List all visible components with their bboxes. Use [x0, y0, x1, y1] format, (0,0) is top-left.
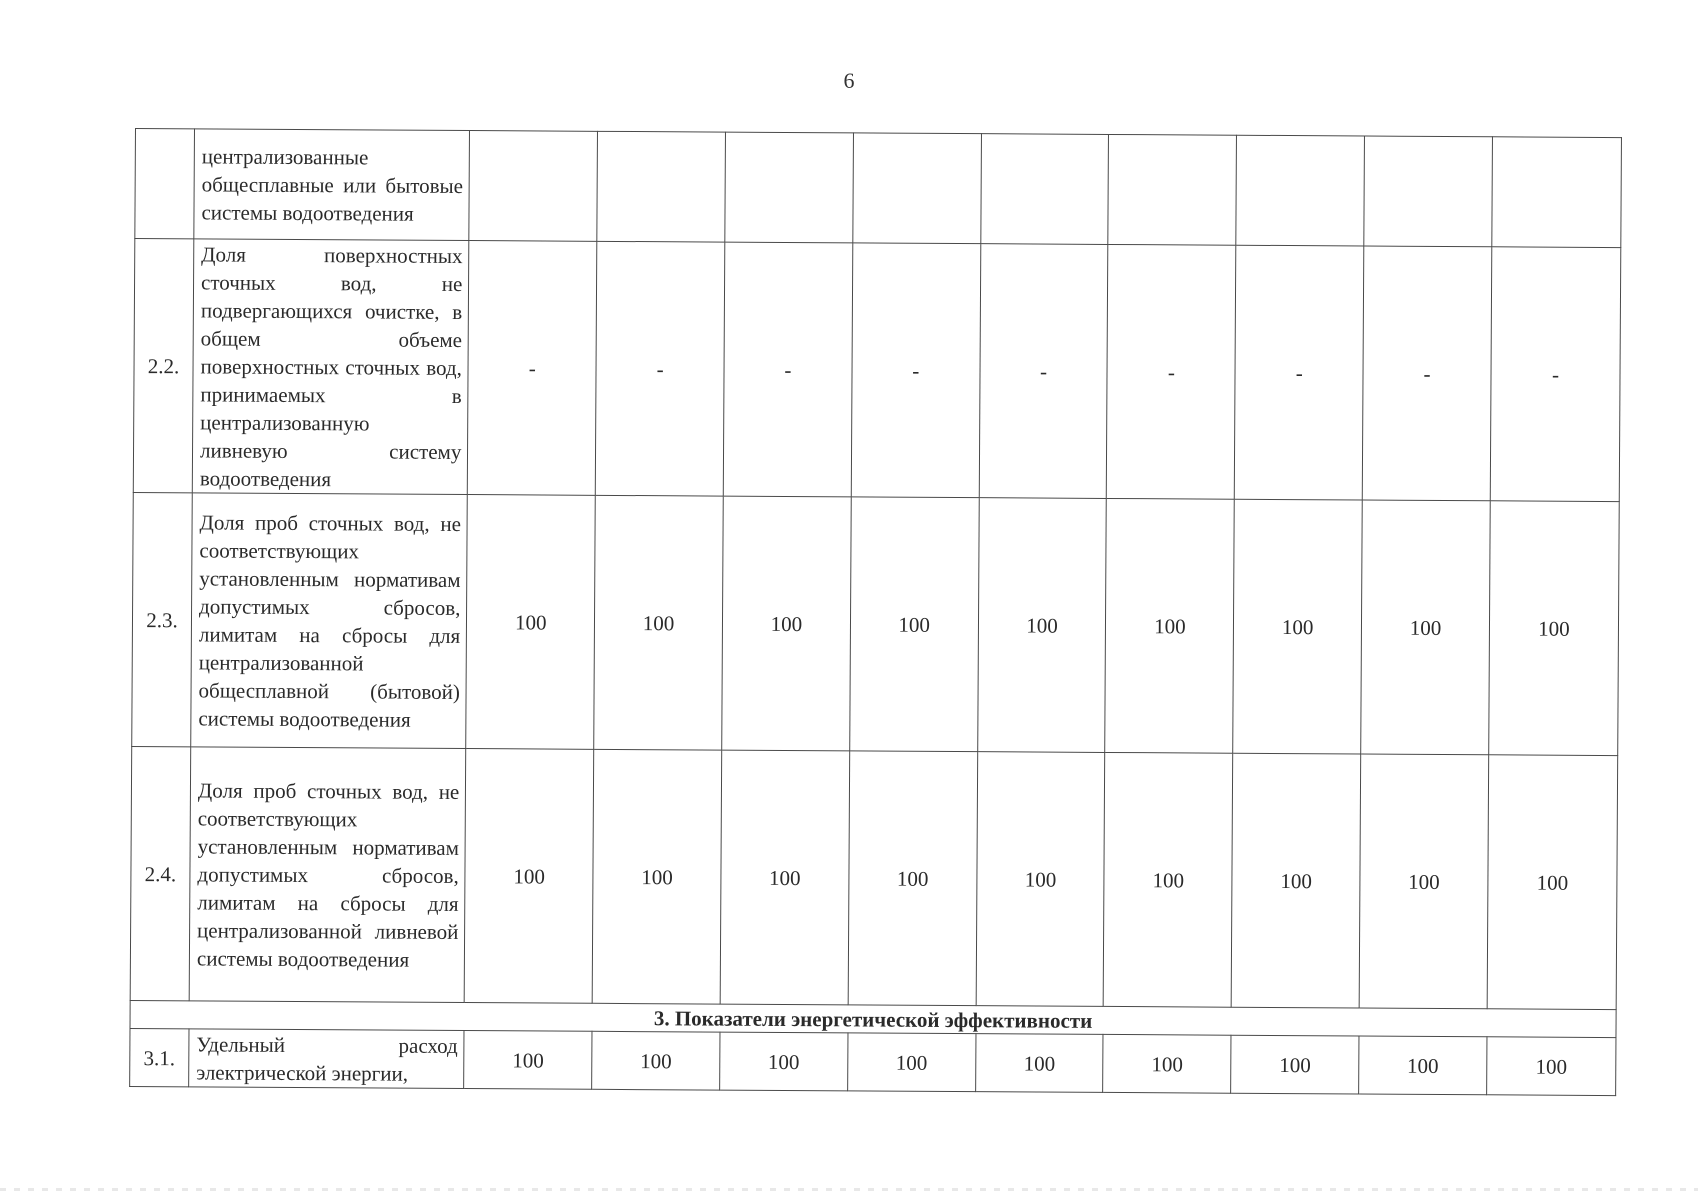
value-cell: 100: [592, 1031, 720, 1090]
value-cell: [1364, 136, 1492, 247]
value-cell: 100: [1231, 753, 1360, 1008]
value-cell: 100: [1105, 498, 1234, 753]
value-cell: 100: [722, 496, 851, 751]
value-cell: 100: [1359, 754, 1488, 1009]
value-cell: [980, 134, 1108, 245]
value-cell: [469, 131, 597, 242]
value-cell: [597, 131, 725, 242]
value-cell: [853, 133, 981, 244]
value-cell: 100: [594, 495, 723, 750]
row-number: 3.1.: [130, 1028, 189, 1086]
value-cell: 100: [848, 751, 977, 1006]
value-cell: -: [1362, 246, 1491, 501]
row-description: Удельный расход электрической энергии,: [189, 1029, 465, 1089]
value-cell: 100: [465, 749, 594, 1004]
value-cell: 100: [464, 1031, 592, 1090]
value-cell: 100: [1487, 755, 1618, 1010]
value-cell: 100: [850, 497, 979, 752]
value-cell: 100: [1104, 752, 1233, 1007]
value-cell: 100: [1361, 500, 1490, 755]
value-cell: -: [723, 242, 852, 497]
value-cell: 100: [466, 495, 595, 750]
page-number: 6: [843, 68, 855, 93]
row-description: централизованные общесплавные или бытовые системы водоотведения: [194, 129, 470, 241]
value-cell: 100: [1489, 501, 1620, 756]
row-description: Доля поверхностных сточных вод, не подвергающихся очистке, в общем объеме поверхностных сточных вод, принимаемых в централизованную ливневую систему водоотведения: [192, 239, 469, 495]
section-title: 3. Показатели энергетической эффективности: [130, 1000, 1616, 1037]
table-row: [130, 1028, 1616, 1095]
value-cell: -: [979, 244, 1108, 499]
row-description: Доля проб сточных вод, не соответствующих установленным нормативам допустимых сбросов, лимитам на сбросы для централизованной ливневой системы водоотведения: [189, 747, 466, 1003]
row-description: Доля проб сточных вод, не соответствующих установленным нормативам допустимых сбросов, лимитам на сбросы для централизованной общесплавной (бытовой) системы водоотведения: [191, 493, 468, 749]
value-cell: 100: [1233, 499, 1362, 754]
value-cell: 100: [720, 750, 849, 1005]
value-cell: -: [468, 241, 597, 496]
value-cell: 100: [1231, 1035, 1359, 1094]
value-cell: [725, 132, 853, 243]
table-row: [130, 746, 1618, 1009]
value-cell: -: [1107, 244, 1236, 499]
row-number: 2.4.: [130, 746, 191, 1000]
value-cell: 100: [1359, 1036, 1487, 1095]
value-cell: 100: [1487, 1037, 1616, 1096]
row-number: [135, 129, 195, 239]
value-cell: 100: [1103, 1034, 1231, 1093]
table-row: [135, 129, 1622, 248]
value-cell: -: [1235, 245, 1364, 500]
table-row: [133, 239, 1621, 502]
value-cell: -: [851, 243, 980, 498]
value-cell: 100: [720, 1032, 848, 1091]
value-cell: [1236, 135, 1364, 246]
value-cell: -: [1490, 247, 1621, 502]
value-cell: 100: [977, 498, 1106, 753]
value-cell: -: [595, 241, 724, 496]
row-number: 2.2.: [133, 239, 194, 493]
scan-artifact: [0, 1188, 1698, 1191]
value-cell: [1108, 134, 1236, 245]
row-number: 2.3.: [132, 492, 193, 746]
value-cell: [1492, 137, 1622, 248]
value-cell: 100: [976, 752, 1105, 1007]
value-cell: 100: [975, 1034, 1103, 1093]
table-row: [132, 492, 1620, 755]
value-cell: 100: [592, 749, 721, 1004]
value-cell: 100: [847, 1033, 975, 1092]
indicators-table: [129, 128, 1622, 1096]
